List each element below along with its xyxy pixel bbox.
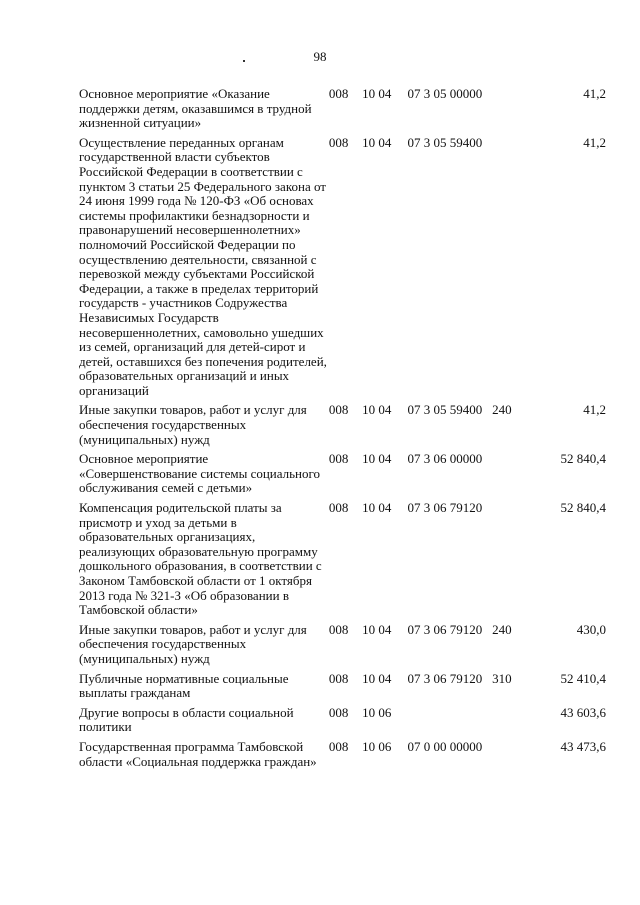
row-expense-type [492, 501, 538, 623]
row-sum: 41,2 [583, 134, 606, 150]
row-name: Публичные нормативные социальные выплаты гражданам [79, 670, 289, 701]
budget-table [79, 87, 606, 774]
table-row [79, 672, 606, 706]
row-ministry-code: 008 [328, 621, 349, 637]
row-target-code: 07 3 05 59400 [407, 134, 483, 150]
row-target-code: 07 3 06 79120 [407, 621, 483, 637]
row-expense-type [492, 87, 538, 136]
row-ministry-code: 008 [328, 670, 349, 686]
row-expense-type: 310 [492, 670, 512, 686]
row-section-code: 10 04 [362, 500, 392, 516]
row-section-code: 10 06 [362, 704, 392, 720]
row-target-code: 07 3 06 79120 [407, 500, 483, 516]
row-ministry-code: 008 [328, 402, 349, 418]
table-row [79, 501, 606, 623]
row-section-code: 10 04 [362, 134, 392, 150]
row-target-code: 07 0 00 00000 [407, 738, 483, 754]
row-name: Иные закупки товаров, работ и услуг для обеспечения государственных (муниципальных) нужд [79, 402, 307, 447]
row-sum: 52 410,4 [560, 670, 606, 686]
table-row [79, 452, 606, 501]
row-sum: 41,2 [583, 402, 606, 418]
table-row [79, 403, 606, 452]
page-number: 98 [313, 49, 327, 64]
row-name: Другие вопросы в области социальной политики [79, 704, 294, 735]
row-sum: 43 473,6 [560, 738, 606, 754]
row-ministry-code: 008 [328, 451, 349, 467]
row-target-code: 07 3 05 00000 [407, 86, 483, 101]
row-section-code: 10 04 [362, 402, 392, 418]
row-sum: 52 840,4 [560, 451, 606, 467]
row-section-code: 10 04 [362, 86, 392, 101]
row-target-code: 07 3 06 00000 [407, 451, 483, 467]
table-row [79, 740, 606, 774]
row-sum: 41,2 [583, 86, 606, 101]
table-row [79, 136, 606, 404]
row-ministry-code: 008 [328, 704, 349, 720]
row-expense-type [492, 706, 538, 740]
row-ministry-code: 008 [328, 500, 349, 516]
row-section-code: 10 04 [362, 621, 392, 637]
row-expense-type [492, 452, 538, 501]
row-expense-type: 240 [492, 402, 512, 418]
row-expense-type [492, 740, 538, 774]
row-name: Основное мероприятие «Оказание поддержки детям, оказавшимся в трудной жизненной ситуации» [79, 86, 312, 131]
row-section-code: 10 04 [362, 451, 392, 467]
row-ministry-code: 008 [328, 738, 349, 754]
row-name: Компенсация родительской платы за присмотр и уход за детьми в образовательных организациях, реализующих образовательную программу дошкольного образования, в соответствии с Законом Тамбовской области от 1 октября 2013 года № 321-З «Об образовании в Тамбовской области» [79, 500, 322, 618]
row-sum: 52 840,4 [560, 500, 606, 516]
row-name: Иные закупки товаров, работ и услуг для обеспечения государственных (муниципальных) нужд [79, 621, 307, 666]
row-expense-type: 240 [492, 621, 512, 637]
row-sum: 430,0 [576, 621, 606, 637]
scan-speck [243, 60, 245, 62]
row-section-code: 10 04 [362, 670, 392, 686]
row-name: Осуществление переданных органам государственной власти субъектов Российской Федерации в соответствии с пунктом 3 статьи 25 Федерального закона от 24 июня 1999 года № 120-ФЗ «Об основах системы профилактики безнадзорности и правонарушений несовершеннолетних» полномочий Российской Федерации по осуществлению деятельности, связанной с перевозкой между субъектами Российской Федерации, а также в пределах территорий государств - участников Содружества Независимых Государств несовершеннолетних, самовольно ушедших из семей, организаций для детей-сирот и детей, оставшихся без попечения родителей, образовательных организаций и иных организаций [79, 134, 327, 398]
row-ministry-code: 008 [328, 86, 349, 101]
table-row [79, 623, 606, 672]
row-sum: 43 603,6 [560, 704, 606, 720]
table-row [79, 87, 606, 136]
row-expense-type [492, 136, 538, 404]
row-target-code [407, 706, 492, 740]
row-section-code: 10 06 [362, 738, 392, 754]
row-name: Основное мероприятие «Совершенствование системы социального обслуживания семей с детьми» [79, 451, 321, 496]
row-target-code: 07 3 05 59400 [407, 402, 483, 418]
row-name: Государственная программа Тамбовской области «Социальная поддержка граждан» [79, 738, 317, 769]
table-row [79, 706, 606, 740]
row-ministry-code: 008 [328, 134, 349, 150]
row-target-code: 07 3 06 79120 [407, 670, 483, 686]
